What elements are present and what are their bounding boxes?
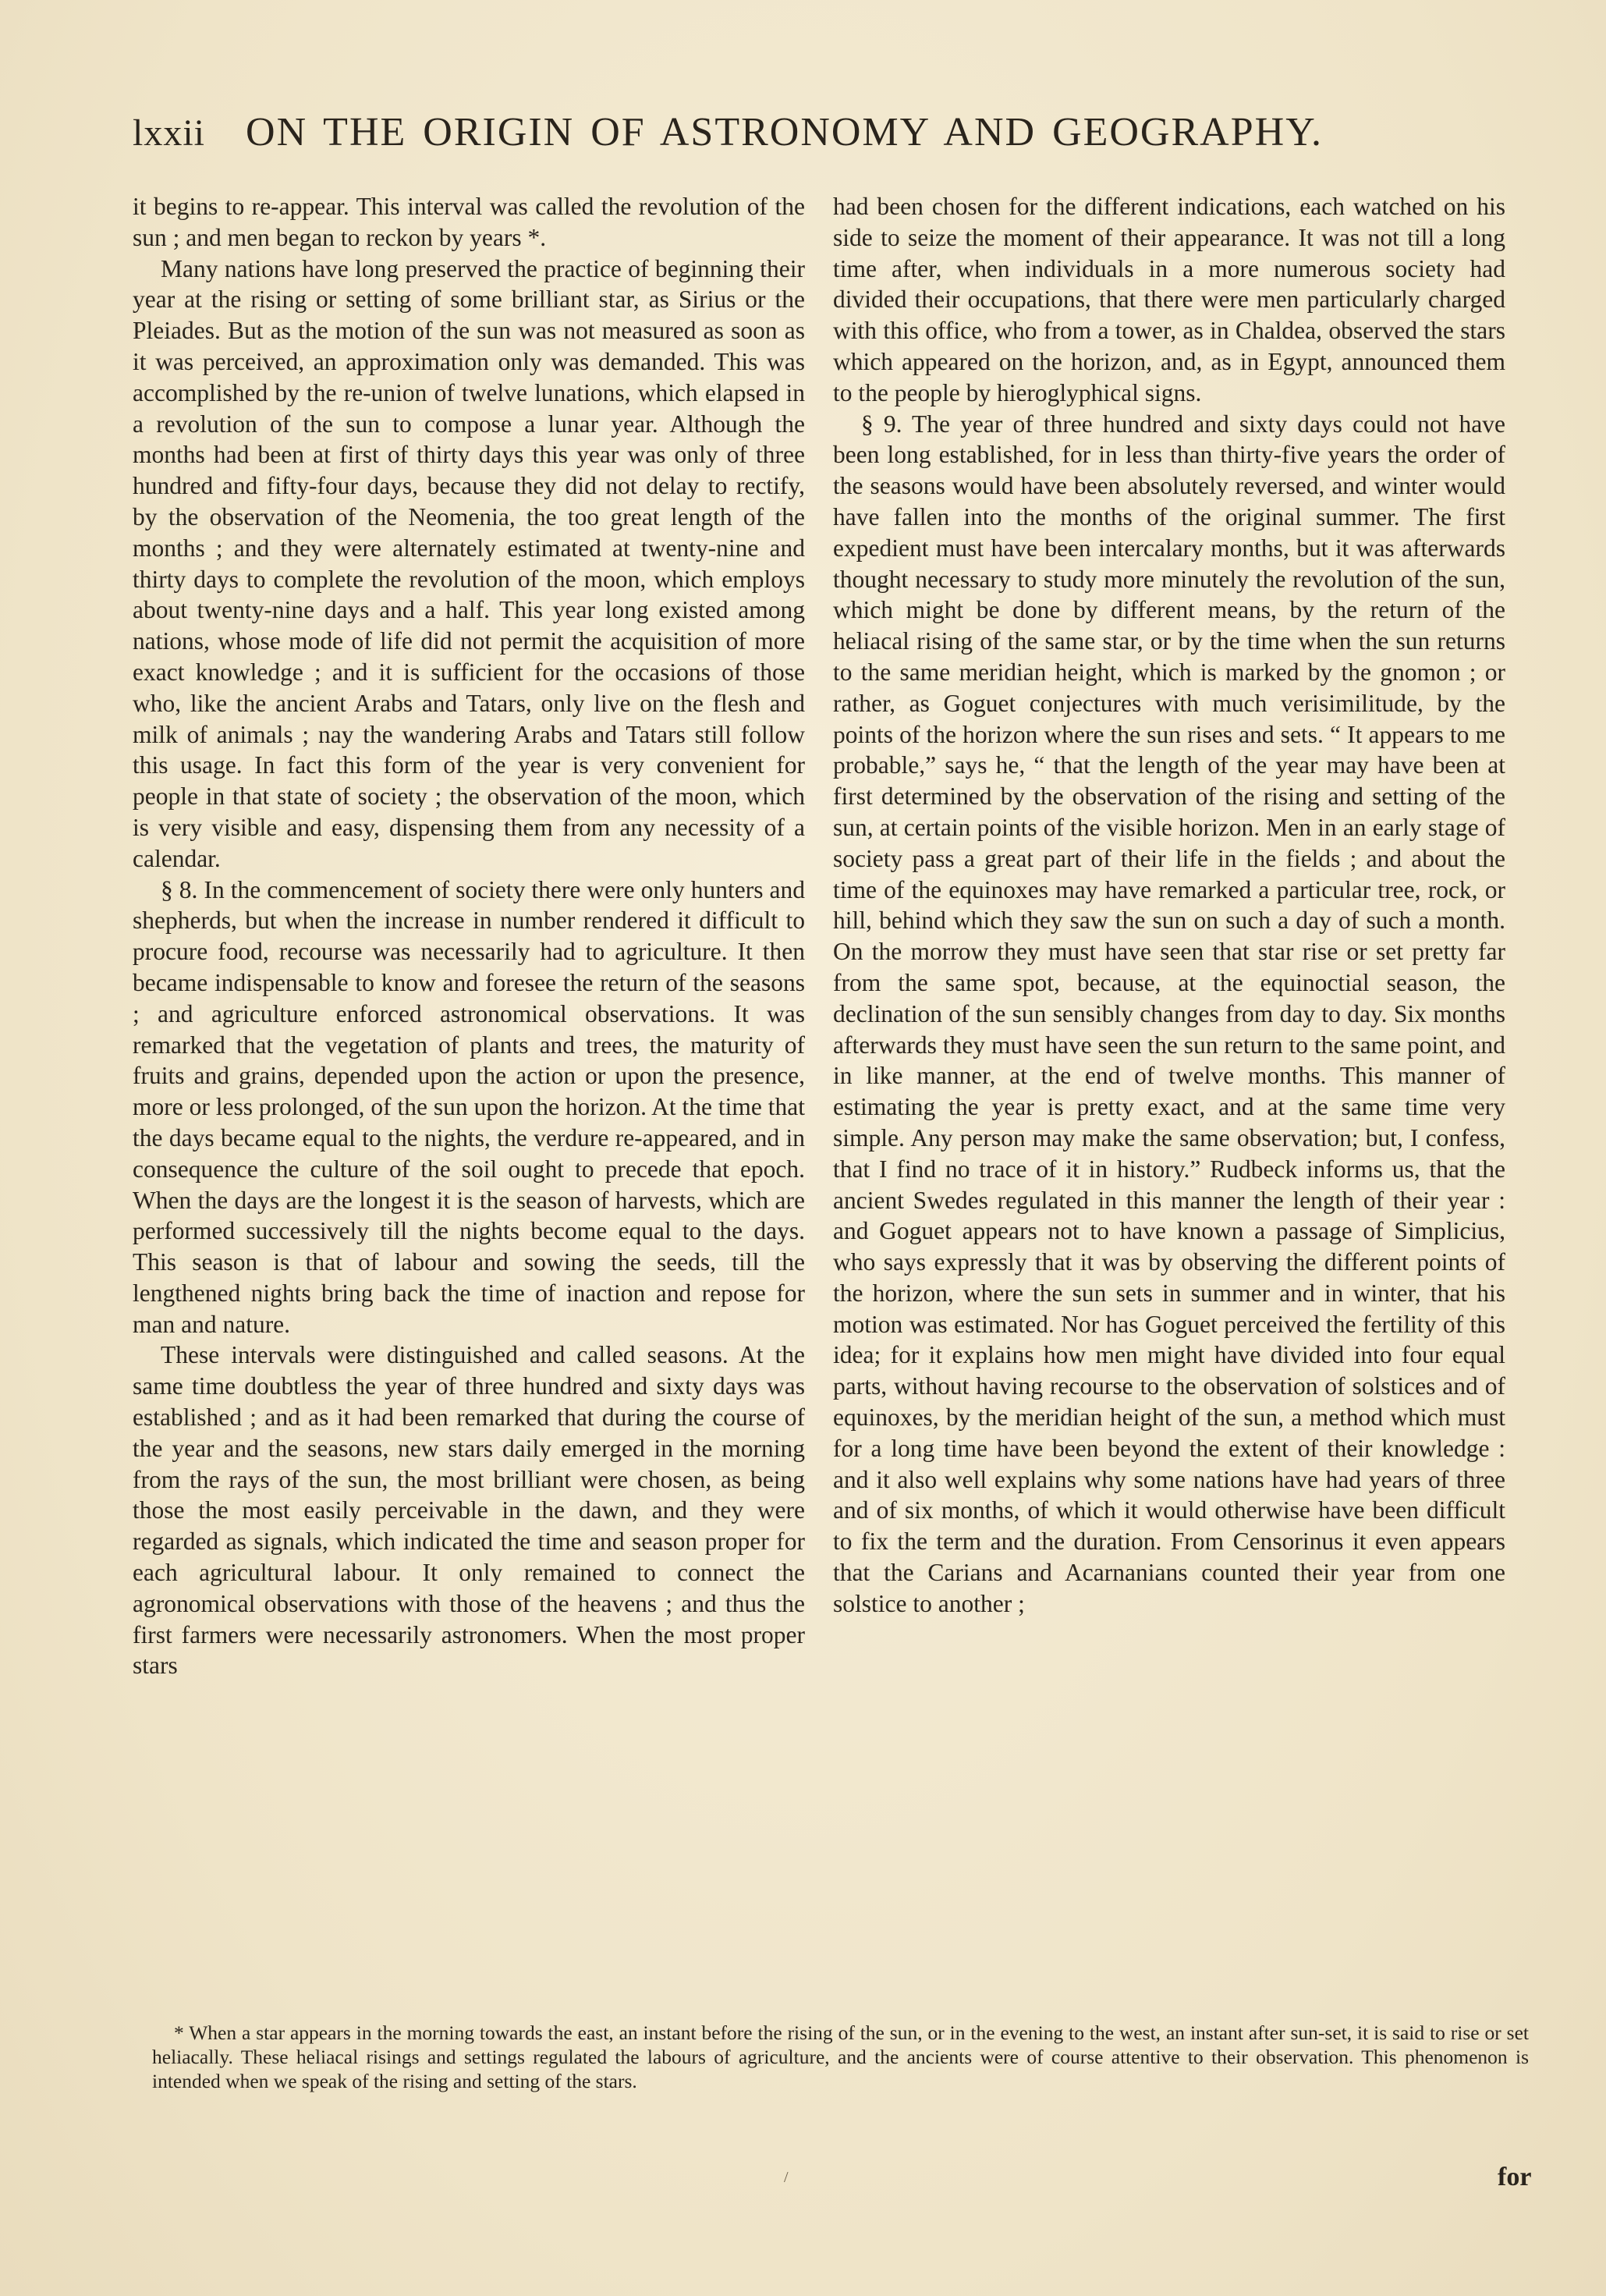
page-number: lxxii — [133, 112, 206, 154]
paragraph: had been chosen for the different indications, each watched on his side to seize the moment of their appearance. It was not till a long time after, when individuals in a more numerous society had divided their occupations, that there were men particularly charged with this office, who from a tower, as in Chaldea, observed the stars which appeared on the horizon, and, as in Egypt, announced them to the people by hieroglyphical signs. — [833, 193, 1505, 406]
right-column — [833, 191, 1505, 1620]
paragraph: it begins to re-appear. This interval was called the revolution of the sun ; and men began to reckon by years *. — [133, 193, 805, 251]
footnote: * When a star appears in the morning towards the east, an instant before the rising of the sun, or in the evening to the west, an instant after sun-set, it is said to rise or set heliacally. These heliacal risings and settings regulated the labours of agriculture, and the ancients were of course attentive to their observation. This phenomenon is intended when we speak of the rising and setting of the stars. — [152, 2021, 1529, 2092]
paragraph: § 8. In the commencement of society there were only hunters and shepherds, but when the increase in number rendered it difficult to procure food, recourse was necessarily had to agriculture. It then became indispensable to know and foresee the return of the seasons ; and agriculture enforced astronomical observations. It was remarked that the vegetation of plants and trees, the maturity of fruits and grains, depended upon the action or upon the presence, more or less prolonged, of the sun upon the horizon. At the time that the days became equal to the nights, the verdure re-appeared, and in consequence the culture of the soil ought to precede that epoch. When the days are the longest it is the season of harvests, which are performed successively till the nights become equal to the days. This season is that of labour and sowing the seeds, till the lengthened nights bring back the time of inaction and repose for man and nature. — [133, 875, 805, 1338]
paragraph: Many nations have long preserved the practice of beginning their year at the rising or setting of some brilliant star, as Sirius or the Pleiades. But as the motion of the sun was not measured as soon as it was perceived, an approximation only was demanded. This was accomplished by the re-union of twelve lunations, which elapsed in a revolution of the sun to compose a lunar year. Although the months had been at first of thirty days this year was only of three hundred and fifty-four days, because they did not delay to rectify, by the observation of the Neomenia, the too great length of the months ; and they were alternately estimated at twenty-nine and thirty days to complete the revolution of the moon, which employs about twenty-nine days and a half. This year long existed among nations, whose mode of life did not permit the acquisition of more exact knowledge ; and it is sufficient for the occasions of those who, like the ancient Arabs and Tatars, only live on the flesh and milk of animals ; nay the wandering Arabs and Tatars still follow this usage. In fact this form of the year is very convenient for people in that state of society ; the observation of the moon, which is very visible and easy, dispensing them from any necessity of a calendar. — [133, 254, 805, 872]
stray-mark: / — [784, 2169, 789, 2186]
catchword: for — [1498, 2163, 1532, 2191]
paragraph: § 9. The year of three hundred and sixty days could not have been long established, for in less than thirty-five years the order of the seasons would have been absolutely reversed, and winter would have fallen into the months of the original summer. The first expedient must have been intercalary months, but it was afterwards thought necessary to study more minutely the revolution of the sun, which might be done by different means, by the return of the heliacal rising of the same star, or by the time when the sun returns to the same meridian height, which is marked by the gnomon ; or rather, as Goguet conjectures with much verisimilitude, by the points of the horizon where the sun rises and sets. “ It appears to me probable,” says he, “ that the length of the year may have been at first determined by the observation of the rising and setting of the sun, at certain points of the visible horizon. Men in an early stage of society pass a great part of their life in the fields ; and about the time of the equinoxes may have remarked a particular tree, rock, or hill, behind which they saw the sun on such a day of such a month. On the morrow they must have seen that star rise or set pretty far from the same spot, because, at the equinoctial season, the declination of the sun sensibly changes from day to day. Six months afterwards they must have seen the sun return to the same point, and in like manner, at the end of twelve months. This manner of estimating the year is pretty exact, and at the same time very simple. Any person may make the same observation; but, I confess, that I find no trace of it in history.” Rudbeck informs us, that the ancient Swedes regulated in this manner the length of their year : and Goguet appears not to have known a passage of Simplicius, who says expressly that it was by observing the different points of the horizon, where the sun sets in summer and in winter, that his motion was estimated. Nor has Goguet perceived the fertility of this idea; for it explains how men might have divided into four equal parts, without having recourse to the observation of solstices and of equinoxes, by the meridian height of the sun, a method which must for a long time have been beyond the extent of their knowledge : and it also well explains why some nations have had years of three and of six months, of which it would otherwise have been difficult to fix the term and the duration. From Censorinus it even appears that the Carians and Acarnanians counted their year from one solstice to another ; — [833, 410, 1505, 1617]
left-column — [133, 191, 805, 1681]
running-title: ON THE ORIGIN OF ASTRONOMY AND GEOGRAPHY. — [246, 110, 1324, 154]
page-header — [133, 109, 1349, 164]
paragraph: These intervals were distinguished and called seasons. At the same time doubtless the year of three hundred and sixty days was established ; and as it had been remarked that during the course of the year and the seasons, new stars daily emerged in the morning from the rays of the sun, the most brilliant were chosen, as being those the most easily perceivable in the dawn, and they were regarded as signals, which indicated the time and season proper for each agricultural labour. It only remained to connect the agronomical observations with those of the heavens ; and thus the first farmers were necessarily astronomers. When the most proper stars — [133, 1341, 805, 1680]
